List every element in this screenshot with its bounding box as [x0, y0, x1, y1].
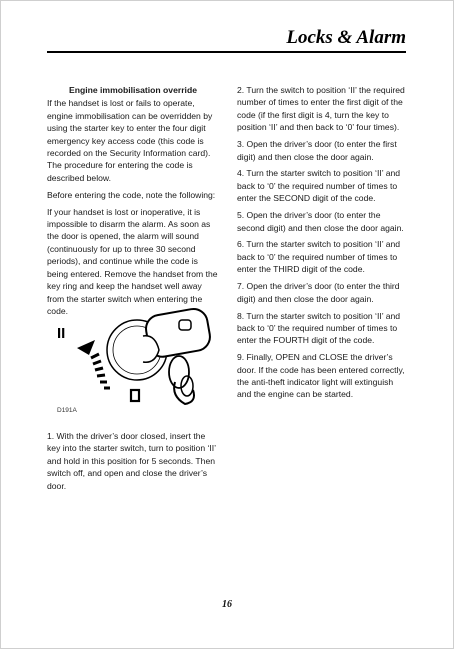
page-number: 16 [222, 599, 232, 610]
intro-paragraph: If the handset is lost or fails to operate, engine immobilisation can be overridden by using the starter key to enter the four digit emergency key access code (this code is recorded on the Security Information card). The procedure for entering the code is described below. [47, 98, 213, 183]
step-1: 1. With the driver’s door closed, insert the key into the starter switch, turn to position ‘II’ and hold in this position for 5 seconds. Then switch off, and open and close the driver’s door. [47, 431, 216, 491]
right-column [237, 84, 409, 405]
section-heading: Engine immobilisation override [69, 85, 197, 95]
step-2: 2. Turn the switch to position ‘II’ the required number of times to enter the first digit of the code (if the first digit is 4, turn the key to position ‘II’ and then back to ‘0’ four times). [237, 85, 405, 133]
step-3: 3. Open the driver’s door (to enter the first digit) and then close the door again. [237, 139, 397, 162]
step-9: 9. Finally, OPEN and CLOSE the driver’s door. If the code has been entered correctly, the anti-theft indicator light will extinguish and the engine can be started. [237, 352, 405, 400]
step-5: 5. Open the driver’s door (to enter the second digit) and then close the door again. [237, 210, 404, 233]
left-column [47, 84, 219, 322]
note-paragraph: Before entering the code, note the following: [47, 189, 216, 200]
position-ii-label: II [57, 325, 66, 342]
step-6: 6. Turn the starter switch to position ‘II’ and back to ‘0’ the required number of times to enter the THIRD digit of the code. [237, 239, 401, 275]
step-7: 7. Open the driver’s door (to enter the third digit) and then close the door again. [237, 281, 400, 304]
step-4: 4. Turn the starter switch to position ‘II’ and back to ‘0’ the required number of times to enter the SECOND digit of the code. [237, 168, 401, 204]
ignition-diagram [47, 300, 219, 410]
warning-paragraph: If your handset is lost or inoperative, it is impossible to disarm the alarm. As soon as the door is opened, the alarm will sound (continuously for up to three 30 second periods), and continue while the code is being entered. Remove the handset from the key ring and keep the handset well away from the starter switch when entering the code. [47, 206, 218, 316]
position-0-marker [131, 390, 139, 401]
step-8: 8. Turn the starter switch to position ‘II’ and back to ‘0’ the required number of times to enter the FOURTH digit of the code. [237, 310, 401, 346]
ignition-key-illustration [47, 300, 219, 425]
title-rule [47, 51, 406, 53]
figure-caption: D191A [57, 407, 77, 414]
page-title: Locks & Alarm [286, 27, 406, 48]
rotation-arrow-icon [77, 340, 95, 355]
left-column-step1 [47, 430, 219, 497]
key-ring [169, 356, 189, 388]
